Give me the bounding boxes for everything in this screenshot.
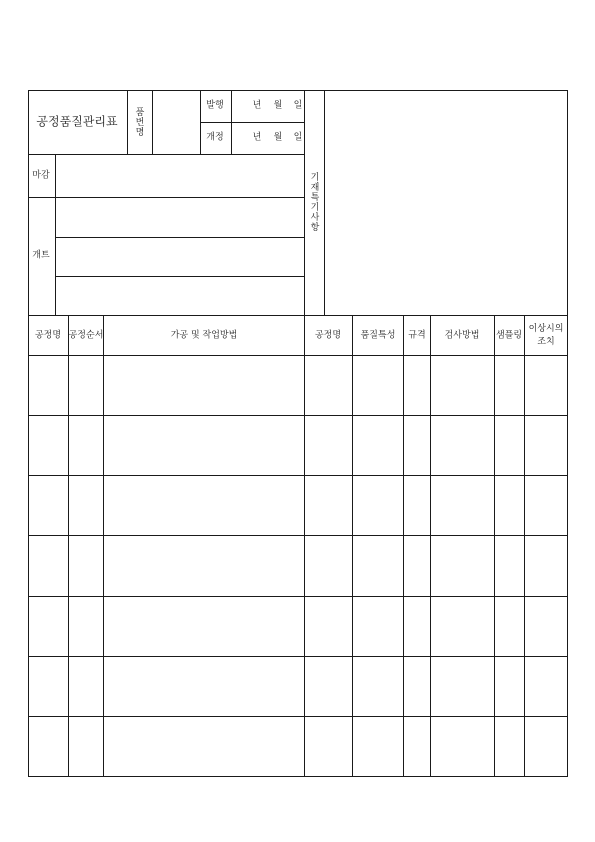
table-cell[interactable] [31, 659, 65, 713]
divider [304, 90, 305, 315]
divider [28, 197, 304, 198]
table-cell[interactable] [497, 659, 521, 713]
table-cell[interactable] [31, 358, 65, 412]
column-header: 공정순서 [68, 330, 104, 341]
table-cell[interactable] [31, 599, 65, 653]
table-cell[interactable] [307, 719, 349, 773]
divider [324, 90, 325, 315]
divider [28, 154, 304, 155]
issued-day: 일 [293, 100, 303, 111]
table-cell[interactable] [406, 659, 427, 713]
table-cell[interactable] [406, 358, 427, 412]
revised-month: 월 [273, 132, 283, 143]
divider [28, 596, 568, 597]
table-cell[interactable] [527, 358, 564, 412]
table-cell[interactable] [355, 418, 400, 472]
column-header: 샘플링 [495, 330, 523, 341]
table-cell[interactable] [355, 478, 400, 532]
table-cell[interactable] [497, 358, 521, 412]
frame-left [28, 90, 29, 777]
frame-top [28, 90, 568, 91]
frame-right [567, 90, 568, 777]
table-cell[interactable] [71, 659, 100, 713]
table-cell[interactable] [433, 538, 491, 593]
table-cell[interactable] [406, 599, 427, 653]
frame-bottom [28, 776, 568, 777]
table-cell[interactable] [527, 599, 564, 653]
table-cell[interactable] [31, 719, 65, 773]
column-header: 품질특성 [360, 330, 396, 341]
divider [103, 315, 104, 777]
divider [127, 90, 128, 154]
divider [524, 315, 525, 777]
divider [152, 90, 153, 154]
table-cell[interactable] [106, 478, 301, 532]
table-cell[interactable] [406, 538, 427, 593]
table-cell[interactable] [355, 538, 400, 593]
table-cell[interactable] [307, 478, 349, 532]
table-cell[interactable] [355, 719, 400, 773]
table-cell[interactable] [106, 659, 301, 713]
divider [494, 315, 495, 777]
table-cell[interactable] [31, 418, 65, 472]
table-cell[interactable] [406, 478, 427, 532]
table-cell[interactable] [406, 418, 427, 472]
table-cell[interactable] [71, 719, 100, 773]
sign-label: 마감 [32, 170, 50, 181]
table-cell[interactable] [71, 538, 100, 593]
table-cell[interactable] [106, 719, 301, 773]
table-cell[interactable] [497, 418, 521, 472]
divider [28, 315, 568, 316]
divider [55, 237, 304, 238]
table-cell[interactable] [307, 659, 349, 713]
table-cell[interactable] [71, 358, 100, 412]
table-cell[interactable] [497, 538, 521, 593]
table-cell[interactable] [31, 538, 65, 593]
revised-day: 일 [293, 132, 303, 143]
table-cell[interactable] [497, 719, 521, 773]
revision-label: 개트 [32, 250, 50, 261]
table-cell[interactable] [31, 478, 65, 532]
issued-month: 월 [273, 100, 283, 111]
divider [28, 415, 568, 416]
table-cell[interactable] [433, 659, 491, 713]
table-cell[interactable] [527, 418, 564, 472]
table-cell[interactable] [527, 719, 564, 773]
table-cell[interactable] [433, 358, 491, 412]
table-cell[interactable] [71, 599, 100, 653]
table-cell[interactable] [433, 478, 491, 532]
table-cell[interactable] [433, 719, 491, 773]
issued-label: 발행 [206, 100, 224, 111]
table-cell[interactable] [527, 659, 564, 713]
column-header: 공정명 [314, 330, 342, 341]
table-cell[interactable] [307, 538, 349, 593]
table-cell[interactable] [433, 418, 491, 472]
revised-year: 년 [252, 132, 262, 143]
divider [28, 535, 568, 536]
divider [352, 315, 353, 777]
table-cell[interactable] [307, 358, 349, 412]
table-cell[interactable] [106, 418, 301, 472]
table-cell[interactable] [497, 599, 521, 653]
divider [28, 475, 568, 476]
column-header: 이상시의 조치 [528, 324, 564, 347]
divider [68, 315, 69, 777]
divider [28, 716, 568, 717]
divider [28, 656, 568, 657]
table-cell[interactable] [527, 478, 564, 532]
divider [55, 154, 56, 315]
table-cell[interactable] [106, 599, 301, 653]
divider [304, 315, 305, 777]
table-cell[interactable] [71, 478, 100, 532]
table-cell[interactable] [106, 358, 301, 412]
table-cell[interactable] [71, 418, 100, 472]
divider [200, 122, 304, 123]
issued-year: 년 [252, 100, 262, 111]
table-cell[interactable] [355, 599, 400, 653]
table-cell[interactable] [307, 418, 349, 472]
column-header: 규격 [408, 330, 426, 341]
divider [403, 315, 404, 777]
table-cell[interactable] [497, 478, 521, 532]
divider [28, 355, 568, 356]
table-cell[interactable] [433, 599, 491, 653]
table-cell[interactable] [307, 599, 349, 653]
divider [430, 315, 431, 777]
table-cell[interactable] [527, 538, 564, 593]
table-cell[interactable] [106, 538, 301, 593]
table-cell[interactable] [355, 659, 400, 713]
column-header: 가공 및 작업방법 [170, 330, 238, 341]
column-header: 검사방법 [444, 330, 480, 341]
product-label: 품번명 [133, 107, 144, 137]
table-cell[interactable] [355, 358, 400, 412]
revised-label: 개정 [206, 132, 224, 143]
table-cell[interactable] [406, 719, 427, 773]
special-notes-label: 기재특기사항 [308, 172, 319, 232]
column-header: 공정명 [34, 330, 62, 341]
divider [55, 276, 304, 277]
form-title: 공정품질관리표 [36, 114, 118, 129]
